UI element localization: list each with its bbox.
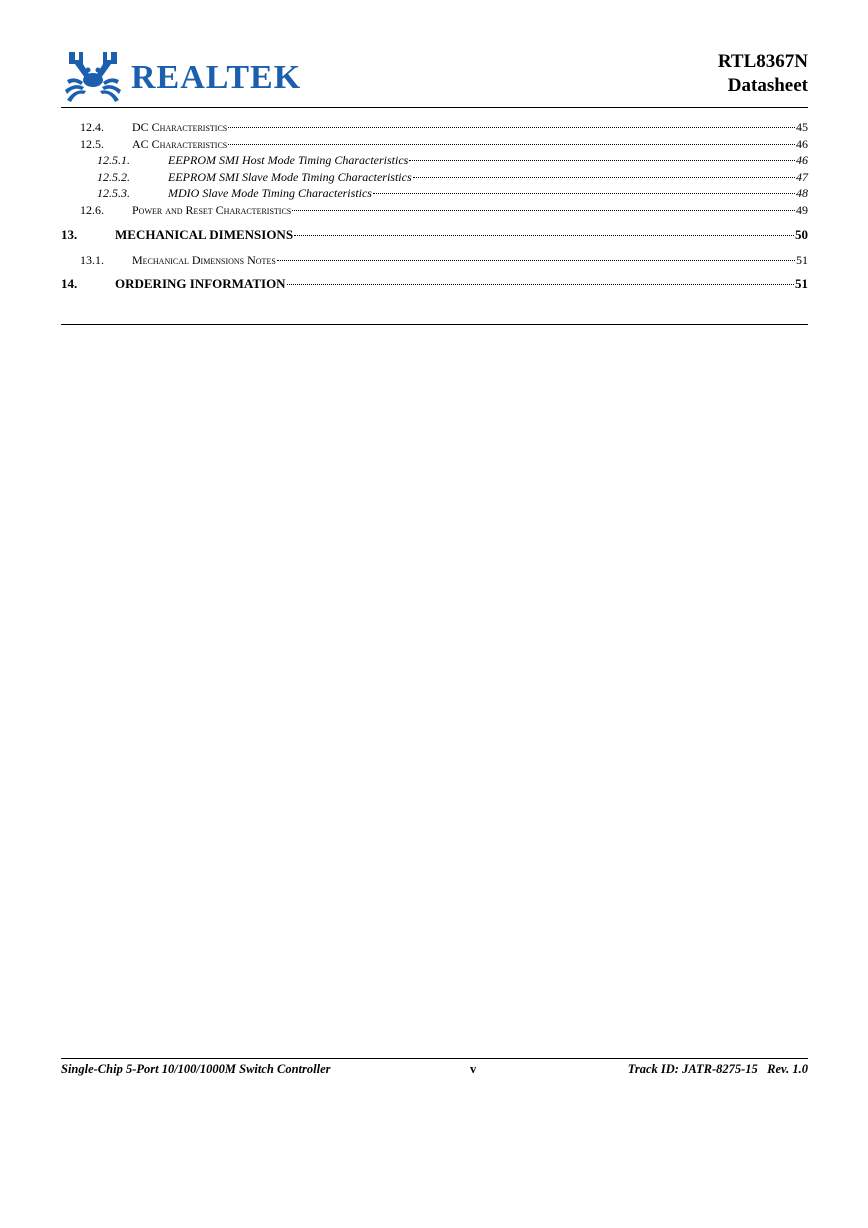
toc-divider xyxy=(61,324,808,325)
toc-leader xyxy=(409,160,795,161)
toc-entry[interactable] xyxy=(61,136,808,153)
toc-leader xyxy=(228,144,795,145)
toc-title: AC Characteristics xyxy=(132,136,228,151)
toc-title: EEPROM SMI Slave Mode Timing Characteristics xyxy=(168,169,412,184)
toc-title: EEPROM SMI Host Mode Timing Characteristics xyxy=(168,153,409,167)
toc-number: 12.5.1. xyxy=(97,153,130,167)
toc-page: 48 xyxy=(796,186,808,200)
toc-number: 12.4. xyxy=(80,120,104,134)
part-number: RTL8367N xyxy=(717,51,808,72)
document-title xyxy=(718,50,808,98)
toc-entry[interactable] xyxy=(61,152,808,169)
toc-leader xyxy=(277,260,795,261)
toc-entry[interactable] xyxy=(61,185,808,202)
header-divider xyxy=(61,107,808,108)
footer-divider xyxy=(61,1058,808,1059)
toc-entry[interactable] xyxy=(61,226,808,244)
toc-entry[interactable] xyxy=(61,169,808,186)
logo-wordmark: REALTEK xyxy=(131,59,302,96)
toc-page: 45 xyxy=(796,120,808,134)
toc-title: MDIO Slave Mode Timing Characteristics xyxy=(168,186,372,200)
toc-page: 50 xyxy=(795,227,808,242)
toc-entry[interactable] xyxy=(61,275,808,293)
toc-entry[interactable] xyxy=(61,202,808,219)
page-footer xyxy=(61,1060,808,1078)
toc-leader xyxy=(413,177,795,178)
toc-number: 12.5.3. xyxy=(97,186,130,200)
toc-page: 47 xyxy=(796,169,808,184)
table-of-contents xyxy=(61,119,808,293)
toc-number: 12.5.2. xyxy=(97,169,130,184)
toc-title: Mechanical Dimensions Notes xyxy=(132,253,276,267)
toc-entry[interactable] xyxy=(61,119,808,136)
toc-title: MECHANICAL DIMENSIONS xyxy=(115,227,294,242)
realtek-logo xyxy=(61,50,301,104)
toc-page: 46 xyxy=(796,136,808,151)
toc-leader xyxy=(228,127,795,128)
toc-number: 13.1. xyxy=(80,253,104,267)
footer-product: Single-Chip 5-Port 10/100/1000M Switch Controller xyxy=(61,1062,331,1076)
document-type: Datasheet xyxy=(727,75,808,96)
toc-leader xyxy=(292,210,795,211)
toc-leader xyxy=(373,193,795,194)
realtek-crab-icon xyxy=(61,50,125,104)
footer-track-id: Track ID: JATR-8275-15 Rev. 1.0 xyxy=(627,1062,808,1076)
toc-page: 51 xyxy=(796,253,808,267)
toc-leader xyxy=(287,284,794,285)
toc-number: 13. xyxy=(61,227,78,242)
toc-page: 46 xyxy=(796,153,808,167)
toc-page: 51 xyxy=(795,275,808,291)
toc-number: 12.5. xyxy=(80,136,104,151)
page-header xyxy=(61,46,808,108)
toc-number: 12.6. xyxy=(80,202,104,217)
toc-title: ORDERING INFORMATION xyxy=(115,275,286,291)
toc-leader xyxy=(294,235,794,236)
toc-title: DC Characteristics xyxy=(132,120,228,134)
toc-number: 14. xyxy=(61,275,78,291)
toc-page: 49 xyxy=(796,202,808,217)
toc-entry[interactable] xyxy=(61,252,808,269)
footer-page-number: v xyxy=(470,1062,477,1076)
toc-title: Power and Reset Characteristics xyxy=(132,202,292,217)
